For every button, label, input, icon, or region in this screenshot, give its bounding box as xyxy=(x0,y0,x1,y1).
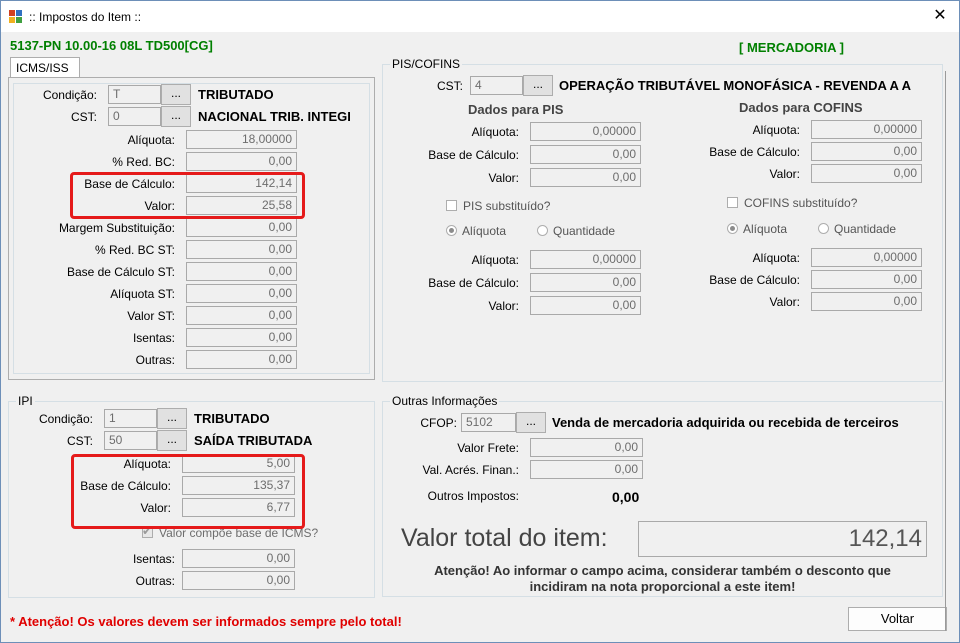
icms-row-field-1[interactable]: 0,00 xyxy=(186,152,297,171)
pis-st-row-label-2: Valor: xyxy=(488,299,519,313)
icms-row-label-7: Alíquota ST: xyxy=(110,287,175,301)
atencao-line-1: Atenção! Ao informar o campo acima, considerar também o desconto que xyxy=(434,563,891,578)
outros-impostos-label: Outros Impostos: xyxy=(427,489,519,503)
icms-condicao-lookup-button[interactable]: ... xyxy=(161,84,191,105)
ipi-cst-field[interactable]: 50 xyxy=(104,431,157,450)
highlight-icms-box xyxy=(70,172,305,219)
cofins-row-field-1[interactable]: 0,00 xyxy=(811,142,922,161)
cfop-label: CFOP: xyxy=(420,416,457,430)
icms-cst-lookup-button[interactable]: ... xyxy=(161,106,191,127)
icms-cst-label: CST: xyxy=(70,110,97,124)
icms-row-label-6: Base de Cálculo ST: xyxy=(66,265,175,279)
pis-cofins-cst-field[interactable]: 4 xyxy=(470,76,523,95)
cofins-row-field-0[interactable]: 0,00000 xyxy=(811,120,922,139)
icms-row-field-7[interactable]: 0,00 xyxy=(186,284,297,303)
icms-row-label-1: % Red. BC: xyxy=(112,155,175,169)
pis-row-label-1: Base de Cálculo: xyxy=(428,148,519,162)
cofins-st-row-field-0[interactable]: 0,00000 xyxy=(811,248,922,267)
right-divider xyxy=(945,71,960,631)
voltar-button[interactable]: Voltar xyxy=(848,607,947,631)
cofins-substituido-checkbox[interactable] xyxy=(727,197,738,208)
icms-row-label-9: Isentas: xyxy=(132,331,175,345)
pis-title: Dados para PIS xyxy=(468,102,564,117)
icms-row-field-3[interactable]: 25,58 xyxy=(186,196,297,215)
ipi-row-field-2[interactable]: 6,77 xyxy=(182,498,295,517)
pis-row-field-2[interactable]: 0,00 xyxy=(530,168,641,187)
icms-row-label-8: Valor ST: xyxy=(127,309,175,323)
icms-condicao-label: Condição: xyxy=(42,88,97,102)
total-label: Valor total do item: xyxy=(401,524,608,552)
cofins-st-row-label-1: Base de Cálculo: xyxy=(709,273,800,287)
check-icon: ✔ xyxy=(142,524,153,538)
ipi-row-field-0[interactable]: 5,00 xyxy=(182,454,295,473)
cofins-substituido-label: COFINS substituído? xyxy=(744,196,858,210)
outras-title: Outras Informações xyxy=(392,394,498,408)
pis-cofins-cst-label: CST: xyxy=(436,79,463,93)
footer-warning: * Atenção! Os valores devem ser informados sempre pelo total! xyxy=(10,614,402,629)
acres-label: Val. Acrés. Finan.: xyxy=(422,463,519,477)
pis-row-label-0: Alíquota: xyxy=(471,125,519,139)
pis-row-label-2: Valor: xyxy=(488,171,519,185)
icms-condicao-field[interactable]: T xyxy=(108,85,161,104)
icms-row-label-2: Base de Cálculo: xyxy=(84,177,175,191)
ipi-outras-label: Outras: xyxy=(135,574,175,588)
close-icon[interactable]: ✕ xyxy=(933,7,947,24)
ipi-cst-lookup-button[interactable]: ... xyxy=(157,430,187,451)
cofins-st-row-label-2: Valor: xyxy=(769,295,800,309)
icms-row-field-9[interactable]: 0,00 xyxy=(186,328,297,347)
ipi-cst-label: CST: xyxy=(66,434,93,448)
icms-row-field-8[interactable]: 0,00 xyxy=(186,306,297,325)
cofins-row-label-1: Base de Cálculo: xyxy=(709,145,800,159)
pis-st-row-field-2[interactable]: 0,00 xyxy=(530,296,641,315)
ipi-isentas-field[interactable]: 0,00 xyxy=(182,549,295,568)
pis-st-row-label-1: Base de Cálculo: xyxy=(428,276,519,290)
pis-radio-aliquota-label: Alíquota xyxy=(462,224,507,238)
ipi-condicao-label: Condição: xyxy=(38,412,93,426)
pis-radio-quantidade[interactable] xyxy=(537,225,548,236)
cfop-field[interactable]: 5102 xyxy=(461,413,516,432)
pis-substituido-label: PIS substituído? xyxy=(463,199,551,213)
cofins-row-label-2: Valor: xyxy=(769,167,800,181)
app-icon xyxy=(9,10,23,24)
ipi-row-label-1: Base de Cálculo: xyxy=(80,479,171,493)
cofins-radio-quantidade[interactable] xyxy=(818,223,829,234)
pis-st-row-field-0[interactable]: 0,00000 xyxy=(530,250,641,269)
atencao-line-2: incidiram na nota proporcional a este item! xyxy=(529,579,796,594)
cofins-row-field-2[interactable]: 0,00 xyxy=(811,164,922,183)
outros-impostos-value: 0,00 xyxy=(612,489,640,505)
cfop-lookup-button[interactable]: ... xyxy=(516,412,546,433)
tab-icms-iss[interactable]: ICMS/ISS xyxy=(10,57,80,78)
pis-cofins-cst-lookup-button[interactable]: ... xyxy=(523,75,553,96)
pis-cofins-cst-desc: OPERAÇÃO TRIBUTÁVEL MONOFÁSICA - REVENDA A A xyxy=(559,78,911,93)
icms-row-label-10: Outras: xyxy=(135,353,175,367)
pis-row-field-1[interactable]: 0,00 xyxy=(530,145,641,164)
cofins-radio-aliquota-label: Alíquota xyxy=(743,222,788,236)
frete-field[interactable]: 0,00 xyxy=(530,438,643,457)
cofins-title: Dados para COFINS xyxy=(739,100,863,115)
icms-cst-field[interactable]: 0 xyxy=(108,107,161,126)
cofins-st-row-field-1[interactable]: 0,00 xyxy=(811,270,922,289)
frete-label: Valor Frete: xyxy=(457,441,519,455)
title-bar xyxy=(1,1,959,32)
cfop-desc: Venda de mercadoria adquirida ou recebida de terceiros xyxy=(552,415,899,430)
product-title: 5137-PN 10.00-16 08L TD500[CG] xyxy=(10,38,213,53)
ipi-row-label-0: Alíquota: xyxy=(123,457,171,471)
icms-row-label-4: Margem Substituição: xyxy=(58,221,175,235)
ipi-row-label-2: Valor: xyxy=(140,501,171,515)
icms-row-field-2[interactable]: 142,14 xyxy=(186,174,297,193)
cofins-radio-aliquota[interactable] xyxy=(727,223,738,234)
cofins-st-row-field-2[interactable]: 0,00 xyxy=(811,292,922,311)
pis-st-row-field-1[interactable]: 0,00 xyxy=(530,273,641,292)
icms-row-field-5[interactable]: 0,00 xyxy=(186,240,297,259)
icms-row-field-10[interactable]: 0,00 xyxy=(186,350,297,369)
icms-condicao-desc: TRIBUTADO xyxy=(198,87,274,102)
icms-row-label-3: Valor: xyxy=(144,199,175,213)
ipi-isentas-label: Isentas: xyxy=(132,552,175,566)
icms-row-label-0: Alíquota: xyxy=(127,133,175,147)
cofins-radio-quantidade-label: Quantidade xyxy=(834,222,897,236)
icms-row-field-6[interactable]: 0,00 xyxy=(186,262,297,281)
ipi-outras-field[interactable]: 0,00 xyxy=(182,571,295,590)
icms-cst-desc: NACIONAL TRIB. INTEGI xyxy=(198,109,351,124)
ipi-row-field-1[interactable]: 135,37 xyxy=(182,476,295,495)
ipi-cst-desc: SAÍDA TRIBUTADA xyxy=(194,433,313,448)
ipi-condicao-lookup-button[interactable]: ... xyxy=(157,408,187,429)
icms-row-field-0[interactable]: 18,00000 xyxy=(186,130,297,149)
ipi-condicao-desc: TRIBUTADO xyxy=(194,411,270,426)
ipi-title: IPI xyxy=(18,394,33,408)
pis-radio-quantidade-label: Quantidade xyxy=(553,224,616,238)
ipi-condicao-field[interactable]: 1 xyxy=(104,409,157,428)
icms-row-label-5: % Red. BC ST: xyxy=(94,243,175,257)
acres-field[interactable]: 0,00 xyxy=(530,460,643,479)
pis-cofins-title: PIS/COFINS xyxy=(392,57,461,71)
highlight-ipi-box xyxy=(71,454,305,529)
icms-row-field-4[interactable]: 0,00 xyxy=(186,218,297,237)
pis-row-field-0[interactable]: 0,00000 xyxy=(530,122,641,141)
total-field[interactable]: 142,14 xyxy=(638,521,927,557)
cofins-st-row-label-0: Alíquota: xyxy=(752,251,800,265)
item-type-label: [ MERCADORIA ] xyxy=(739,40,844,55)
window-title: :: Impostos do Item :: xyxy=(29,10,142,24)
pis-radio-aliquota[interactable] xyxy=(446,225,457,236)
pis-st-row-label-0: Alíquota: xyxy=(471,253,519,267)
pis-substituido-checkbox[interactable] xyxy=(446,200,457,211)
ipi-compoe-label: Valor compõe base de ICMS? xyxy=(159,526,319,540)
cofins-row-label-0: Alíquota: xyxy=(752,123,800,137)
